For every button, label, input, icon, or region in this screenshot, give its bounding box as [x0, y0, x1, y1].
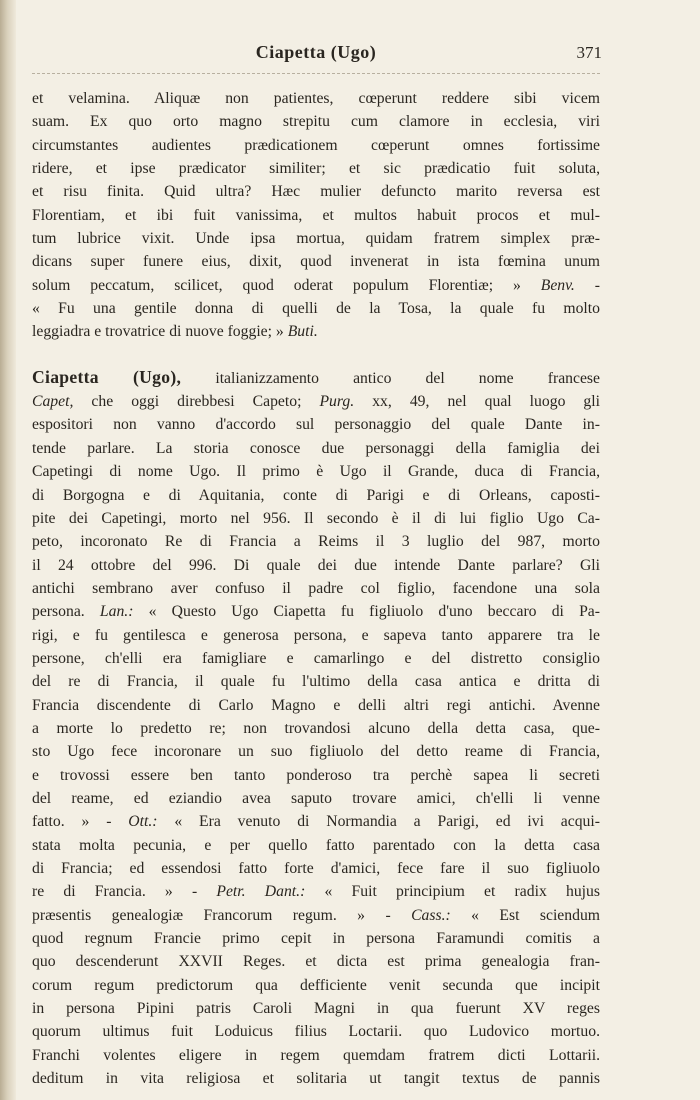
- text-line: quod regnum Francie primo cepit in persona Faramundi comitis a: [32, 930, 600, 948]
- citation: Ott.:: [128, 813, 158, 831]
- text-line: [32, 274, 600, 297]
- citation: Cass.:: [411, 906, 451, 924]
- text-line: suam. Ex quo orto magno strepitu cum clamore in ecclesia, viri: [32, 113, 600, 131]
- text-line: peto, incoronato Re di Francia a Reims il 3 luglio del 987, morto: [32, 533, 600, 551]
- page-header: [30, 42, 602, 68]
- text-segment: solum peccatum, scilicet, quod oderat populum Florentiæ; »: [32, 276, 521, 294]
- text-line: quo descenderunt XXVII Reges. et dicta est prima genealogia fran-: [32, 953, 600, 971]
- text-line: [32, 320, 600, 343]
- running-head: Ciapetta (Ugo): [255, 42, 377, 62]
- text-segment: persona.: [32, 603, 100, 621]
- citation: Lan.:: [99, 603, 134, 621]
- text-segment: fatto. » -: [32, 813, 129, 831]
- text-line: corum regum predictorum qua defficiente venit secunda que incipit: [32, 976, 600, 994]
- text-line: et velamina. Aliquæ non patientes, cœperunt reddere sibi vicem: [32, 90, 600, 107]
- text-segment: -: [574, 276, 600, 294]
- page-spine-shadow: [0, 0, 16, 1100]
- text-segment: che oggi direbbesi Capeto;: [73, 393, 320, 411]
- text-line: persone, ch'elli era famigliare e camarlingo e del distretto consiglio: [32, 649, 600, 667]
- text-line: sto Ugo fece incoronare un suo figliuolo del detto reame di Francia,: [32, 743, 600, 761]
- page-body: [32, 87, 600, 1090]
- text-line: antichi sembrano aver confuso il padre col figlio, facendone una sola: [32, 579, 600, 597]
- entry-headword: Ciapetta: [32, 366, 99, 387]
- text-segment: italianizzamento antico del nome francese: [181, 369, 600, 387]
- text-line: a morte lo predetto re; non trovandosi alcuno della detta casa, que-: [32, 719, 600, 737]
- text-line: [32, 904, 600, 927]
- text-line: [32, 390, 600, 413]
- text-line: circumstantes audientes prædicationem cœperunt omnes fortissime: [32, 136, 600, 154]
- text-segment: « Questo Ugo Ciapetta fu figliuolo d'uno beccaro di Pa-: [133, 603, 600, 621]
- text-line: [32, 810, 600, 833]
- text-line: del reame, ed eziandio avea saputo trovare amici, ch'elli li venne: [32, 789, 600, 807]
- italic-term: Capet,: [32, 393, 74, 411]
- text-line: di Borgogna e di Aquitania, conte di Parigi e di Orleans, caposti-: [32, 486, 600, 504]
- text-line: Franchi volentes eligere in regem quemdam fratrem dicti Lottarii.: [32, 1046, 600, 1064]
- text-line: deditum in vita religiosa et solitaria ut tangit textus de pannis: [32, 1070, 600, 1088]
- text-line: espositori non vanno d'accordo sul personaggio del quale Dante in-: [32, 416, 600, 434]
- text-line: rigi, e fu gentilesca e generosa persona, e sapeva tanto apparere tra le: [32, 626, 600, 644]
- text-line: Florentiam, et ibi fuit vanissima, et multos habuit procos et mul-: [32, 206, 600, 224]
- text-segment: re di Francia. » -: [32, 883, 217, 901]
- text-line: Capetingi di nome Ugo. Il primo è Ugo il Grande, duca di Francia,: [32, 463, 600, 481]
- text-segment: xx, 49, nel qual luogo gli: [354, 393, 600, 411]
- text-line: et risu finita. Quid ultra? Hæc mulier defuncto marito reversa est: [32, 183, 600, 201]
- text-line: dicans super funere eius, dixit, quod invenerat in ista fœmina unum: [32, 253, 600, 271]
- citation: Benv.: [540, 276, 575, 294]
- text-segment: præsentis genealogiæ Francorum regum. » -: [32, 906, 412, 924]
- text-line: di Francia; ed essendosi fatto forte d'amici, fece fare il suo figliuolo: [32, 860, 600, 877]
- text-line: tende parlare. La storia conosce due personaggi della famiglia dei: [32, 439, 600, 457]
- text-line: del re di Francia, il quale fu l'ultimo della casa antica e dritta di: [32, 673, 600, 691]
- dictionary-entry: [32, 366, 600, 1091]
- text-line: e trovossi essere ben tanto ponderoso tra perchè sapea li secreti: [32, 766, 600, 784]
- entry-headword-suffix: (Ugo),: [133, 366, 182, 387]
- header-rule: [32, 73, 600, 74]
- citation: Purg.: [319, 393, 355, 411]
- text-line: Francia discendente di Carlo Magno e delli altri regi antichi. Avenne: [32, 696, 600, 714]
- citation: Buti.: [287, 323, 318, 341]
- text-line: stata molta pecunia, e per quello fatto parentado con la detta casa: [32, 836, 600, 854]
- text-line: in persona Pipini patris Caroli Magni in qua fuerunt XV reges: [32, 1000, 600, 1018]
- page-number: 371: [576, 43, 602, 62]
- text-line: [32, 600, 600, 623]
- text-segment: « Fuit principium et radix hujus: [305, 883, 600, 901]
- text-line: [32, 366, 600, 390]
- text-line: pite dei Capetingi, morto nel 956. Il secondo è il di lui figlio Ugo Ca-: [32, 509, 600, 527]
- text-line: ridere, et ipse prædicator similiter; et sic prædicatio fuit soluta,: [32, 160, 600, 178]
- paragraph-continuation: [32, 87, 600, 344]
- citation: Petr. Dant.:: [216, 883, 306, 901]
- text-segment: « Era venuto di Normandia a Parigi, ed ivi acqui-: [157, 813, 600, 831]
- text-line: quorum ultimus fuit Loduicus filius Loctarii. quo Ludovico mortuo.: [32, 1023, 600, 1041]
- text-line: il 24 ottobre del 996. Di quale dei due intende Dante parlare? Gli: [32, 556, 600, 574]
- text-segment: « Est sciendum: [450, 906, 600, 924]
- text-segment: leggiadra e trovatrice di nuove foggie; »: [32, 323, 284, 341]
- text-line: [32, 880, 600, 903]
- text-line: « Fu una gentile donna di quelli de la Tosa, la quale fu molto: [32, 300, 600, 318]
- text-line: tum lubrice vixit. Unde ipsa mortua, quidam fratrem simplex præ-: [32, 230, 600, 248]
